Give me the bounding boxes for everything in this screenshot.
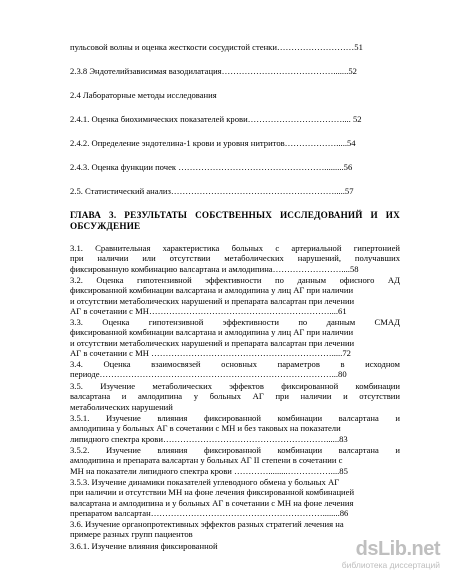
toc-line: липидного спектра крови…………………………………………………......83 xyxy=(70,433,348,444)
toc-line: фиксированную комбинацию валсартана и амлодипина……………………....58 xyxy=(70,263,359,274)
toc-line: валсартана и амлодипина у больных АГ при наличии и отсутствии xyxy=(70,391,400,402)
toc-line: примере разных групп пациентов xyxy=(70,529,193,540)
toc-entry: 2.4 Лабораторные методы исследования xyxy=(70,90,217,100)
toc-line: МН на показатели липидного спектра крови ………….........……………....85 xyxy=(70,465,348,476)
toc-line: препаратом валсартан……………………………………………………........86 xyxy=(70,508,349,519)
toc-entry: 2.4.2. Определение эндотелина-1 крови и уровня нитритов……………….....54 xyxy=(70,138,356,148)
toc-line: АГ в сочетании с МН ……………………………………………………….....72 xyxy=(70,348,351,359)
toc-line: и отсутствии метаболических нарушений и препарата валсартан при лечении xyxy=(70,337,355,348)
toc-line: метаболических нарушений xyxy=(70,401,173,412)
toc-line: 3.5.2. Изучение влияния фиксированной комбинации валсартана и xyxy=(70,445,400,455)
toc-line: амлодипина у больных АГ в сочетании с МН и без таковых на показатели xyxy=(70,423,341,434)
toc-section-3-5-3 xyxy=(70,477,400,519)
watermark xyxy=(332,538,440,572)
toc-section-3-3 xyxy=(70,317,400,359)
toc-section-3-5-2 xyxy=(70,445,400,476)
toc-line: при наличии или отсутствии метаболических нарушений, получавших xyxy=(70,253,400,264)
toc-line: периоде………………………………………………………………………...80 xyxy=(70,369,347,380)
toc-line: 3.1. Сравнительная характеристика больных с артериальной гипертонией xyxy=(70,243,400,253)
watermark-logo: dsLib.net xyxy=(355,538,440,560)
toc-entry: 2.4.1. Оценка биохимических показателей крови…………………………….... 52 xyxy=(70,114,362,124)
toc-line: 3.2. Оценка гипотензивной эффективности по данным офисного АД xyxy=(70,275,400,285)
toc-section-3-2 xyxy=(70,275,400,317)
toc-line: 3.5.1. Изучение влияния фиксированной комбинации валсартана и xyxy=(70,413,400,423)
toc-section-3-1 xyxy=(70,243,400,274)
toc-entry: 2.4.3. Оценка функции почек …………………………………………….........56 xyxy=(70,162,353,172)
toc-line: фиксированной комбинации валсартана и амлодипина у лиц АГ при наличии xyxy=(70,327,354,338)
toc-entry: пульсовой волны и оценка жесткости сосудистой стенки………………………51 xyxy=(70,42,363,52)
toc-entry: 2.5. Статистический анализ………………………………………………….....57 xyxy=(70,186,354,196)
toc-line: и отсутствии метаболических нарушений и препарата валсартан при лечении xyxy=(70,295,355,306)
toc-line: амлодипина и препарата валсартан у больных АГ II степени в сочетании с xyxy=(70,455,343,466)
toc-line: валсартана и амлодипина и у больных АГ в сочетании с МН на фоне лечения xyxy=(70,497,354,508)
watermark-tagline: библиотека диссертаций xyxy=(341,560,440,570)
chapter-heading xyxy=(70,210,400,232)
toc-section-3-5-1 xyxy=(70,413,400,444)
toc-entry: 2.3.8 Эндотелийзависимая вазодилатация………………………………….......52 xyxy=(70,66,357,76)
toc-line: 3.5.3. Изучение динамики показателей углеводного обмена у больных АГ xyxy=(70,477,340,487)
toc-section-3-5 xyxy=(70,381,400,412)
toc-line: 3.5. Изучение метаболических эффектов фиксированной комбинации xyxy=(70,381,400,391)
chapter-heading-line: ГЛАВА 3. РЕЗУЛЬТАТЫ СОБСТВЕННЫХ ИССЛЕДОВАНИЙ И ИХ xyxy=(70,210,400,220)
toc-line: фиксированной комбинации валсартана и амлодипина у лиц АГ при наличии xyxy=(70,285,354,296)
toc-line: АГ в сочетании с МН………………………………………………………....61 xyxy=(70,306,347,317)
toc-line: при наличии и отсутствии МН на фоне лечения фиксированной комбинацией xyxy=(70,487,355,498)
toc-section-3-6 xyxy=(70,519,400,540)
toc-line: 3.6.1. Изучение влияния фиксированной xyxy=(70,541,218,551)
chapter-heading-line: ОБСУЖДЕНИЕ xyxy=(70,221,141,231)
toc-line: 3.4. Оценка взаимосвязей основных параметров в исходном xyxy=(70,359,400,369)
toc-line: 3.6. Изучение органопротективных эффектов разных стратегий лечения на xyxy=(70,519,344,529)
toc-section-3-4 xyxy=(70,359,400,380)
toc-line: 3.3. Оценка гипотензивной эффективности по данным СМАД xyxy=(70,317,400,327)
